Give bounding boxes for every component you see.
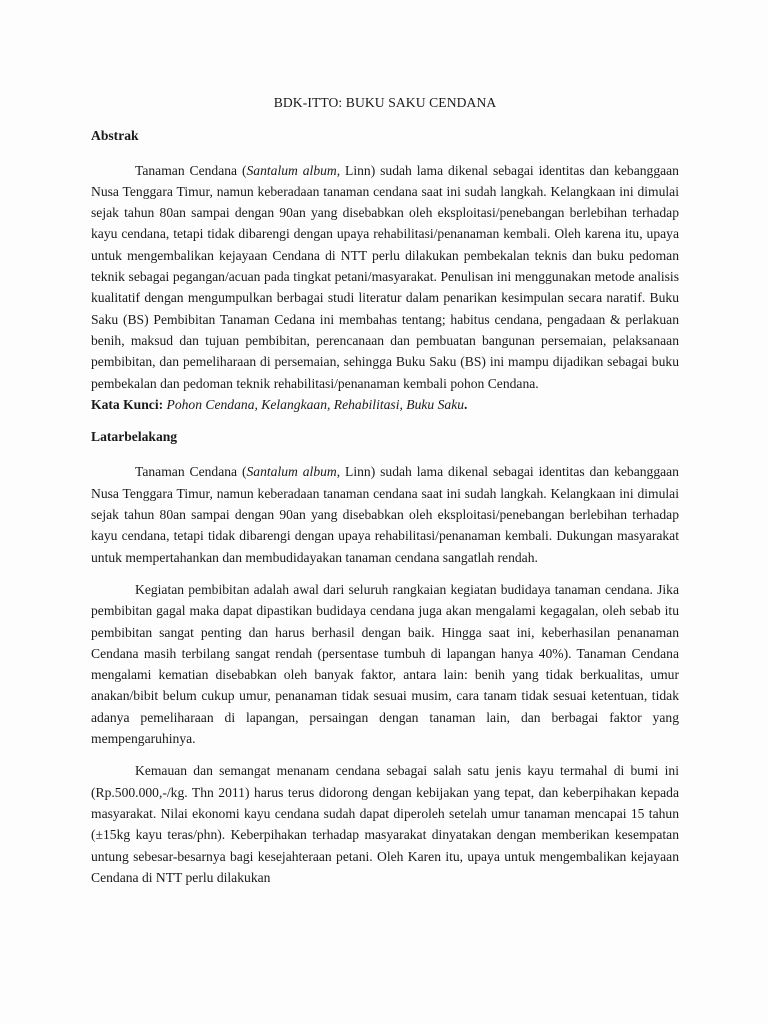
abstract-text-rest: , Linn) sudah lama dikenal sebagai identitas dan kebanggaan Nusa Tenggara Timur, namun keberadaan tanaman cendana saat ini sudah langkah. Kelangkaan ini dimulai sejak tahun 80an sampai dengan 90an yang disebabkan oleh eksploitasi/penebangan berlebihan terhadap kayu cendana, tetapi tidak dibarengi dengan upaya rehabilitasi/penanaman kembali. Oleh karena itu, upaya untuk mengembalikan kejayaan Cendana di NTT perlu dilakukan pembekalan teknis dan buku pedoman teknik sebagai pegangan/acuan pada tingkat petani/masyarakat. Penulisan ini menggunakan metode analisis kualitatif dengan mengumpulkan berbagai studi literatur dalam penarikan kesimpulan secara naratif. Buku Saku (BS) Pembibitan Tanaman Cedana ini membahas tentang; habitus cendana, pengadaan & perlakuan benih, maksud dan tujuan pembibitan, perencanaan dan pembuatan bangunan persemaian, pelaksanaan pembibitan, dan pemeliharaan di persemaian, sehingga Buku Saku (BS) ini mampu dijadikan sebagai buku pembekalan dan pedoman teknik rehabilitasi/penanaman kembali pohon Cendana. — [91, 162, 679, 391]
background-heading: Latarbelakang — [91, 429, 178, 445]
background-paragraph-2: Kegiatan pembibitan adalah awal dari seluruh rangkaian kegiatan budidaya tanaman cendana. Jika pembibitan gagal maka dapat dipastikan budidaya cendana juga akan mengalami kegagalan, oleh sebab itu pembibitan sangat penting dan harus berhasil dengan baik. Hingga saat ini, keberhasilan penanaman Cendana masih terbilang sangat rendah (persentase tumbuh di lapangan hanya 40%). Tanaman Cendana mengalami kematian disebabkan oleh banyak faktor, antara lain: benih yang tidak berkualitas, umur anakan/bibit belum cukup umur, penanaman tidak sesuai musim, cara tanam tidak sesuai ketentuan, tidak adanya pemeliharaan di lapangan, persaingan dengan tanaman lain, dan berbagai faktor yang mempengaruhinya. — [91, 581, 679, 747]
background-text-rest: , Linn) sudah lama dikenal sebagai identitas dan kebanggaan Nusa Tenggara Timur, namun keberadaan tanaman cendana saat ini sudah langkah. Kelangkaan ini dimulai sejak tahun 80an sampai dengan 90an yang disebabkan oleh eksploitasi/penebangan berlebihan terhadap kayu cendana, tetapi tidak dibarengi dengan upaya rehabilitasi/penanaman kembali. Dukungan masyarakat untuk mempertahankan dan membudidayakan tanaman cendana sangatlah rendah. — [91, 464, 679, 565]
abstract-species-name: Santalum album — [246, 162, 337, 178]
background-paragraph-1 — [91, 461, 679, 567]
document-title: BDK-ITTO: BUKU SAKU CENDANA — [273, 95, 497, 110]
keywords-list: Pohon Cendana, Kelangkaan, Rehabilitasi, Buku Saku — [163, 396, 465, 412]
background-text-start: Tanaman Cendana ( — [135, 464, 247, 480]
keywords-label: Kata Kunci: — [91, 396, 164, 412]
abstract-heading: Abstrak — [91, 128, 139, 144]
abstract-paragraph — [91, 160, 679, 394]
keywords-end: . — [464, 396, 468, 412]
background-paragraph-3: Kemauan dan semangat menanam cendana sebagai salah satu jenis kayu termahal di bumi ini (Rp.500.000,-/kg. Thn 2011) harus terus didorong dengan kebijakan yang tepat, dan keberpihakan kepada masyarakat. Nilai ekonomi kayu cendana sudah dapat diperoleh setelah umur tanaman mencapai 15 tahun (±15kg kayu teras/phn). Keberpihakan terhadap masyarakat dinyatakan dengan memberikan kesempatan untung sebesar-besarnya bagi kesejahteraan petani. Oleh Karen itu, upaya untuk mengembalikan kejayaan Cendana di NTT perlu dilakukan — [91, 763, 679, 885]
abstract-text-start: Tanaman Cendana ( — [135, 162, 247, 178]
document-body — [91, 92, 679, 888]
background-species-name: Santalum album — [246, 464, 337, 480]
keywords-line — [91, 394, 679, 415]
